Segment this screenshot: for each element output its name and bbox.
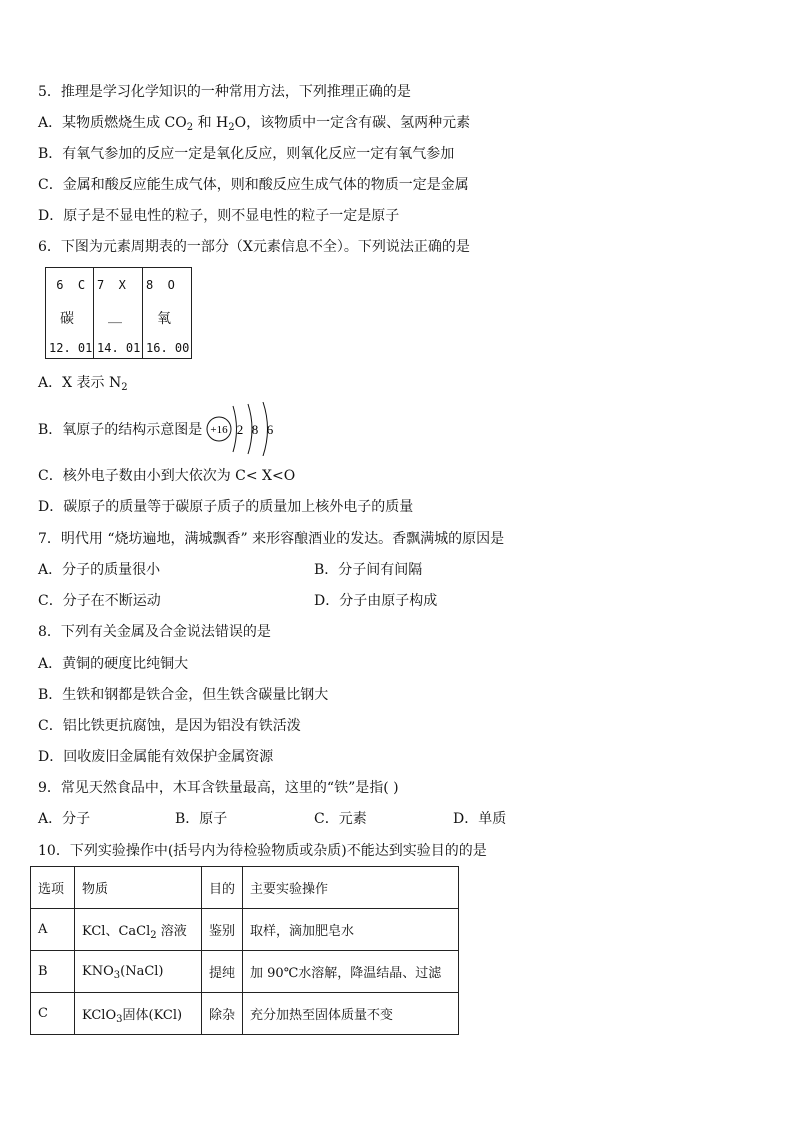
- element-number-symbol: 6 C: [49, 278, 86, 292]
- element-number-symbol: 8 O: [146, 278, 175, 292]
- nucleus-charge: +16: [210, 424, 228, 436]
- header-purpose: 目的: [202, 867, 243, 909]
- q7-option-a: A．分子的质量很小: [38, 562, 161, 578]
- q6-stem: 6．下图为元素周期表的一部分（X元素信息不全）。下列说法正确的是: [38, 239, 470, 255]
- cell-purpose: 鉴别: [202, 909, 243, 951]
- header-operation: 主要实验操作: [243, 867, 459, 909]
- element-cell-oxygen: [143, 268, 191, 358]
- table-row: [31, 951, 459, 993]
- cell-option: B: [31, 951, 75, 993]
- element-number-symbol: 7 X: [97, 278, 126, 292]
- q5-option-b: B．有氧气参加的反应一定是氧化反应，则氧化反应一定有氧气参加: [38, 146, 455, 162]
- atom-structure-diagram: [204, 402, 284, 456]
- q10-stem: 10．下列实验操作中(括号内为待检验物质或杂质)不能达到实验目的的是: [38, 843, 487, 859]
- q8-stem: 8．下列有关金属及合金说法错误的是: [38, 624, 271, 640]
- element-cell-x: [94, 268, 143, 358]
- element-mass: 16. 00: [146, 341, 190, 355]
- q5-option-c: C．金属和酸反应能生成气体，则和酸反应生成气体的物质一定是金属: [38, 177, 469, 193]
- element-mass: 12. 01: [49, 341, 93, 355]
- q6-option-a: A．X 表示 $N_2$: [38, 375, 128, 393]
- cell-option: A: [31, 909, 75, 951]
- q6-option-c: C．核外电子数由小到大依次为 C< X<O: [38, 468, 296, 484]
- cell-operation: 取样，滴加肥皂水: [243, 909, 459, 951]
- q7-option-b: B．分子间有间隔: [314, 562, 423, 578]
- cell-substance: KClO$_3$固体(KCl): [75, 993, 202, 1035]
- q7-stem: 7．明代用 “烧坊遍地，满城飘香” 来形容酿酒业的发达。香飘满城的原因是: [38, 531, 505, 547]
- experiment-table: [30, 866, 459, 1035]
- q5-stem: 5．推理是学习化学知识的一种常用方法，下列推理正确的是: [38, 84, 411, 100]
- cell-purpose: 除杂: [202, 993, 243, 1035]
- q5-option-a: A．某物质燃烧生成 $CO_2$ 和 $H_2O$，该物质中一定含有碳、氢两种元素: [38, 115, 471, 133]
- table-header-row: [31, 867, 459, 909]
- cell-operation: 加 90℃水溶解，降温结晶、过滤: [243, 951, 459, 993]
- q8-option-d: D．回收废旧金属能有效保护金属资源: [38, 749, 274, 765]
- q9-option-b: B．原子: [175, 811, 228, 827]
- cell-option: C: [31, 993, 75, 1035]
- q6-option-b: B．氧原子的结构示意图是: [38, 422, 203, 438]
- cell-purpose: 提纯: [202, 951, 243, 993]
- element-name: 碳: [60, 311, 74, 327]
- cell-substance: $KNO_3(NaCl)$: [75, 951, 202, 993]
- shell-electrons-2: 8: [251, 422, 259, 437]
- q5-option-d: D．原子是不显电性的粒子，则不显电性的粒子一定是原子: [38, 208, 400, 224]
- header-substance: 物质: [75, 867, 202, 909]
- table-row: [31, 909, 459, 951]
- q8-option-b: B．生铁和钢都是铁合金，但生铁含碳量比钢大: [38, 687, 329, 703]
- element-mass: 14. 01: [97, 341, 141, 355]
- q9-option-c: C．元素: [314, 811, 367, 827]
- element-cell-carbon: [46, 268, 94, 358]
- q6-option-d: D．碳原子的质量等于碳原子质子的质量加上核外电子的质量: [38, 499, 414, 515]
- q8-option-a: A．黄铜的硬度比纯铜大: [38, 656, 189, 672]
- shell-electrons-3: 6: [266, 422, 274, 437]
- header-option: 选项: [31, 867, 75, 909]
- periodic-table-fragment: [45, 267, 192, 359]
- shell-electrons-1: 2: [236, 422, 244, 437]
- cell-substance: KCl、CaCl$_2$ 溶液: [75, 909, 202, 951]
- element-name: __: [108, 308, 122, 324]
- q8-option-c: C．铝比铁更抗腐蚀，是因为铝没有铁活泼: [38, 718, 301, 734]
- q7-option-c: C．分子在不断运动: [38, 593, 161, 609]
- table-row: [31, 993, 459, 1035]
- q9-option-a: A．分子: [38, 811, 91, 827]
- q9-option-d: D．单质: [453, 811, 507, 827]
- element-name: 氧: [157, 311, 171, 327]
- cell-operation: 充分加热至固体质量不变: [243, 993, 459, 1035]
- q9-stem: 9．常见天然食品中，木耳含铁量最高，这里的“铁”是指( ): [38, 780, 399, 796]
- q7-option-d: D．分子由原子构成: [314, 593, 438, 609]
